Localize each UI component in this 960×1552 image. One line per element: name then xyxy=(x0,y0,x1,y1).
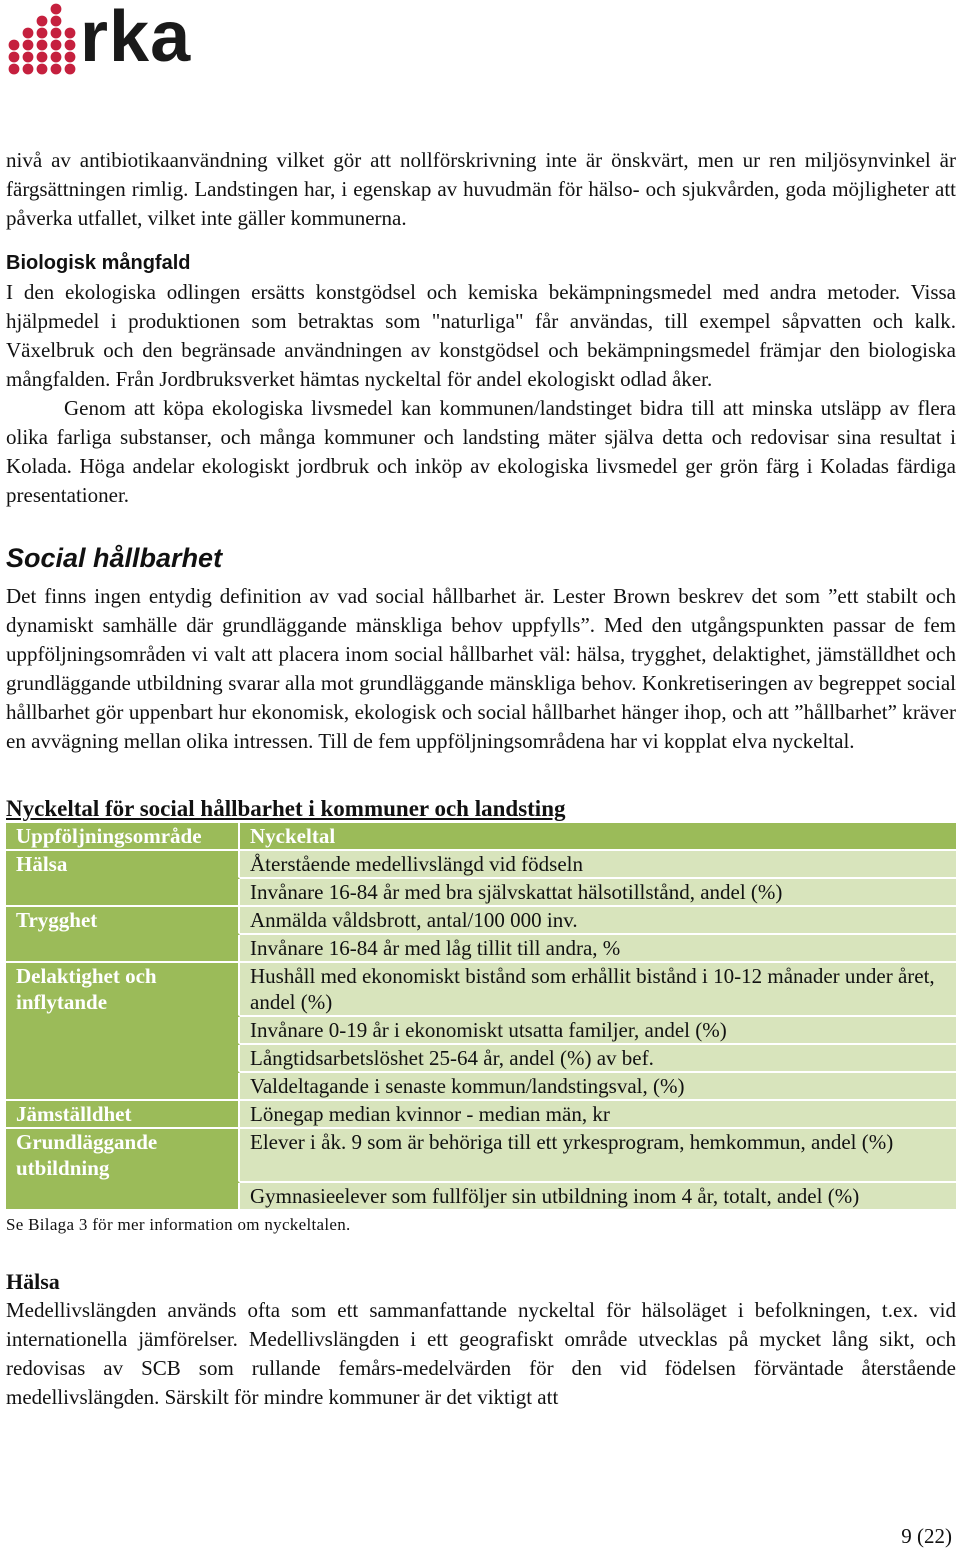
indicator-cell: Hushåll med ekonomiskt bistånd som erhållit bistånd i 10-12 månader under året, andel (%) xyxy=(240,963,956,1017)
indicator-cell: Anmälda våldsbrott, antal/100 000 inv. xyxy=(240,907,956,935)
page-number: 9 (22) xyxy=(901,1524,952,1548)
biodiversity-paragraph-2: Genom att köpa ekologiska livsmedel kan kommunen/landstinget bidra till att minska utsläpp av flera olika farliga substanser, och många kommuner och landsting mäter själva detta och redovisar sina resultat i Kolada. Höga andelar ekologiskt jordbruk och inköp av ekologiska livsmedel ger grön färg i Koladas färdiga presentationer. xyxy=(6,396,956,507)
indicator-cell: Elever i åk. 9 som är behöriga till ett yrkesprogram, hemkommun, andel (%) xyxy=(240,1129,956,1183)
health-heading: Hälsa xyxy=(6,1269,60,1294)
indicator-cell: Invånare 16-84 år med låg tillit till andra, % xyxy=(240,935,956,963)
area-cell: Grundläggande utbildning xyxy=(6,1129,240,1183)
header-indicator: Nyckeltal xyxy=(240,823,956,851)
area-cell xyxy=(6,879,240,907)
indicator-cell: Lönegap median kvinnor - median män, kr xyxy=(240,1101,956,1129)
area-cell xyxy=(6,935,240,963)
table-row xyxy=(6,935,956,963)
indicator-cell: Långtidsarbetslöshet 25-64 år, andel (%) av bef. xyxy=(240,1045,956,1073)
table-row xyxy=(6,1129,956,1183)
indicator-table xyxy=(6,823,956,1211)
table-row xyxy=(6,1101,956,1129)
area-cell: Jämställdhet xyxy=(6,1101,240,1129)
health-paragraph: Medellivslängden används ofta som ett sammanfattande nyckeltal för hälsoläget i befolkningen, t.ex. vid internationella jämförelser. Medellivslängden i ett geografiskt område utvecklas på mycket lång sikt, och redovisas av SCB som rullande femårs-medelvärden för den vid födelsen förväntade återstående medellivslängden. Särskilt för mindre kommuner är det viktigt att xyxy=(6,1298,956,1409)
indicator-cell: Återstående medellivslängd vid födseln xyxy=(240,851,956,879)
area-cell: Delaktighet och inflytande xyxy=(6,963,240,1017)
table-row xyxy=(6,879,956,907)
table-row xyxy=(6,907,956,935)
indicator-cell: Gymnasieelever som fullföljer sin utbildning inom 4 år, totalt, andel (%) xyxy=(240,1183,956,1211)
logo-dot-pattern xyxy=(4,2,84,76)
table-row xyxy=(6,1017,956,1045)
table-note: Se Bilaga 3 för mer information om nyckeltalen. xyxy=(6,1215,351,1234)
biodiversity-heading: Biologisk mångfald xyxy=(6,252,191,274)
biodiversity-paragraph-1: I den ekologiska odlingen ersätts konstgödsel och kemiska bekämpningsmedel med andra metoder. Vissa hjälpmedel i produktionen som betraktas som "naturliga" får användas, till exempel såpvatten och kalk. Växelbruk och den begränsade användningen av konstgödsel och bekämpningsmedel främjar den biologiska mångfalden. Från Jordbruksverket hämtas nyckeltal för andel ekologiskt odlad åker. xyxy=(6,280,956,391)
table-row xyxy=(6,1183,956,1211)
logo-wordmark: rka xyxy=(80,0,192,77)
social-paragraph: Det finns ingen entydig definition av vad social hållbarhet är. Lester Brown beskrev det som ”ett stabilt och dynamiskt samhälle där grundläggande mänskliga behov uppfylls”. Med den utgångspunkten passar de fem uppföljningsområden vi valt att placera inom social hållbarhet väl: hälsa, trygghet, delaktighet, jämställdhet och grundläggande utbildning svarar alla mot grundläggande mänskliga behov. Konkretiseringen av begreppet social hållbarhet gör uppenbart hur ekonomisk, ekologisk och social hållbarhet hänger ihop, och att ”hållbarhet” kräver en avvägning mellan olika intressen. Till de fem uppföljningsområdena har vi kopplat elva nyckeltal. xyxy=(6,584,956,753)
social-section-title: Social hållbarhet xyxy=(6,543,223,573)
area-cell: Hälsa xyxy=(6,851,240,879)
indicator-cell: Valdeltagande i senaste kommun/landstingsval, (%) xyxy=(240,1073,956,1101)
document-body xyxy=(6,146,956,1412)
indicator-cell: Invånare 0-19 år i ekonomiskt utsatta familjer, andel (%) xyxy=(240,1017,956,1045)
indicator-cell: Invånare 16-84 år med bra självskattat hälsotillstånd, andel (%) xyxy=(240,879,956,907)
area-cell xyxy=(6,1183,240,1211)
area-cell xyxy=(6,1017,240,1045)
table-row xyxy=(6,1045,956,1073)
area-cell xyxy=(6,1073,240,1101)
table-row xyxy=(6,963,956,1017)
table-row xyxy=(6,851,956,879)
table-header-row xyxy=(6,823,956,851)
area-cell xyxy=(6,1045,240,1073)
area-cell: Trygghet xyxy=(6,907,240,935)
table-row xyxy=(6,1073,956,1101)
intro-paragraph: nivå av antibiotikaanvändning vilket gör att nollförskrivning inte är önskvärt, men ur ren miljösynvinkel är färgsättningen rimlig. Landstingen har, i egenskap av huvudmän för hälso- och sjukvården, goda möjligheter att påverka utfallet, vilket inte gäller kommunerna. xyxy=(6,148,956,230)
table-title: Nyckeltal för social hållbarhet i kommuner och landsting xyxy=(6,796,566,821)
header-area: Uppföljningsområde xyxy=(6,823,240,851)
rka-logo xyxy=(4,0,192,77)
